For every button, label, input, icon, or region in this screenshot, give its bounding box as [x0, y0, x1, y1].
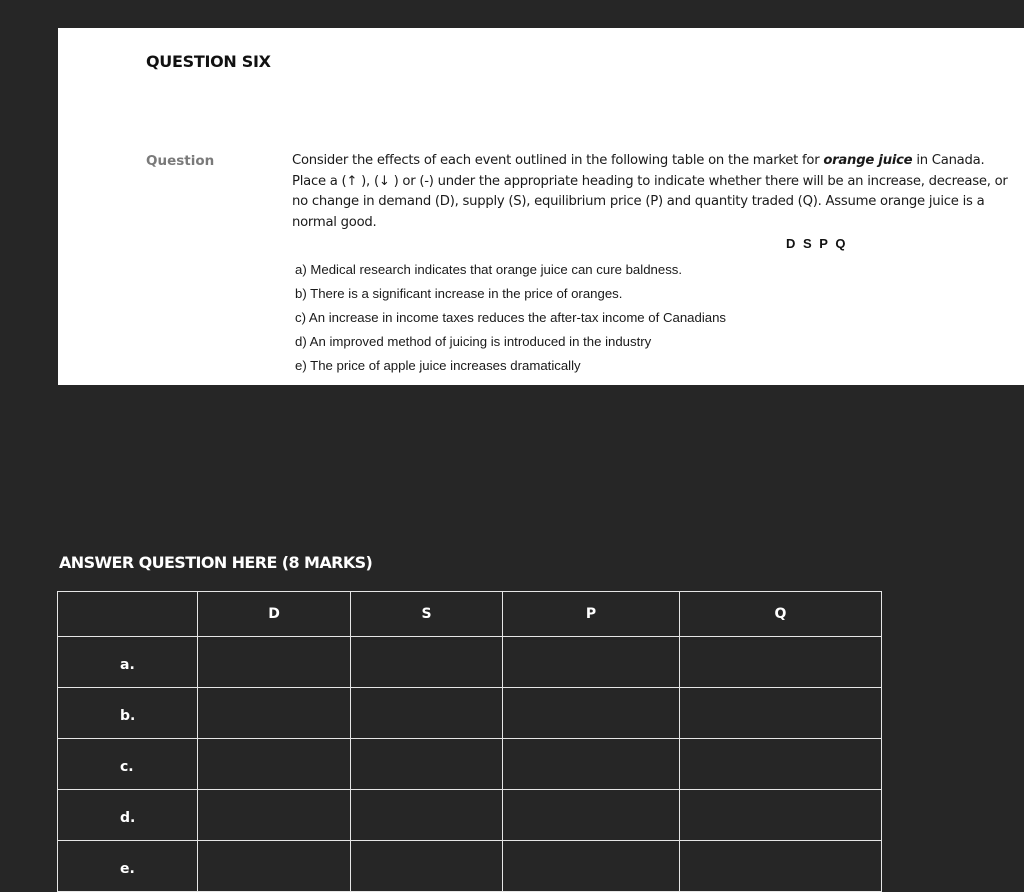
event-item-a: a) Medical research indicates that orange juice can cure baldness.	[295, 262, 683, 277]
question-body	[292, 151, 1017, 233]
row-label-d: d.	[58, 790, 198, 841]
answer-cell-d-d[interactable]	[198, 790, 351, 841]
answer-cell-e-q[interactable]	[680, 841, 882, 892]
answer-cell-e-d[interactable]	[198, 841, 351, 892]
answer-cell-a-d[interactable]	[198, 637, 351, 688]
answer-cell-d-q[interactable]	[680, 790, 882, 841]
header-cell-p: P	[503, 592, 680, 637]
question-body-text-1: Consider the effects of each event outlined in the following table on the market for	[292, 153, 824, 168]
header-cell-s: S	[351, 592, 503, 637]
answer-cell-a-s[interactable]	[351, 637, 503, 688]
row-label-c: c.	[58, 739, 198, 790]
event-item-e: e) The price of apple juice increases dramatically	[295, 358, 581, 373]
table-row	[58, 688, 882, 739]
event-list	[295, 260, 726, 380]
header-cell-blank	[58, 592, 198, 637]
header-cell-q: Q	[680, 592, 882, 637]
answer-cell-e-s[interactable]	[351, 841, 503, 892]
question-body-text-2: in Canada. Place a (↑ ), (↓ ) or (-) under the appropriate heading to indicate whether there will be an increase, decrease, or no change in demand (D), supply (S), equilibrium price (P) and quantity traded (Q). Assume orange juice is a normal good.	[292, 153, 1008, 230]
row-label-a: a.	[58, 637, 198, 688]
table-row	[58, 739, 882, 790]
answer-cell-b-q[interactable]	[680, 688, 882, 739]
answer-table	[57, 591, 882, 892]
question-body-emphasis: orange juice	[823, 153, 913, 168]
table-row	[58, 637, 882, 688]
answer-heading: ANSWER QUESTION HERE (8 MARKS)	[59, 553, 373, 572]
answer-cell-c-d[interactable]	[198, 739, 351, 790]
answer-cell-a-p[interactable]	[503, 637, 680, 688]
table-row	[58, 790, 882, 841]
answer-cell-d-s[interactable]	[351, 790, 503, 841]
question-card	[58, 28, 1024, 385]
table-row	[58, 841, 882, 892]
answer-cell-b-p[interactable]	[503, 688, 680, 739]
answer-cell-a-q[interactable]	[680, 637, 882, 688]
table-header-row	[58, 592, 882, 637]
column-key: D S P Q	[786, 236, 848, 251]
answer-cell-e-p[interactable]	[503, 841, 680, 892]
row-label-e: e.	[58, 841, 198, 892]
answer-cell-c-p[interactable]	[503, 739, 680, 790]
answer-cell-b-d[interactable]	[198, 688, 351, 739]
question-label: Question	[146, 153, 215, 169]
answer-cell-d-p[interactable]	[503, 790, 680, 841]
event-item-d: d) An improved method of juicing is introduced in the industry	[295, 334, 652, 349]
event-item-c: c) An increase in income taxes reduces the after-tax income of Canadians	[295, 310, 727, 325]
event-item-b: b) There is a significant increase in the price of oranges.	[295, 286, 623, 301]
row-label-b: b.	[58, 688, 198, 739]
question-heading: QUESTION SIX	[146, 52, 271, 71]
answer-cell-c-q[interactable]	[680, 739, 882, 790]
answer-cell-c-s[interactable]	[351, 739, 503, 790]
header-cell-d: D	[198, 592, 351, 637]
answer-cell-b-s[interactable]	[351, 688, 503, 739]
